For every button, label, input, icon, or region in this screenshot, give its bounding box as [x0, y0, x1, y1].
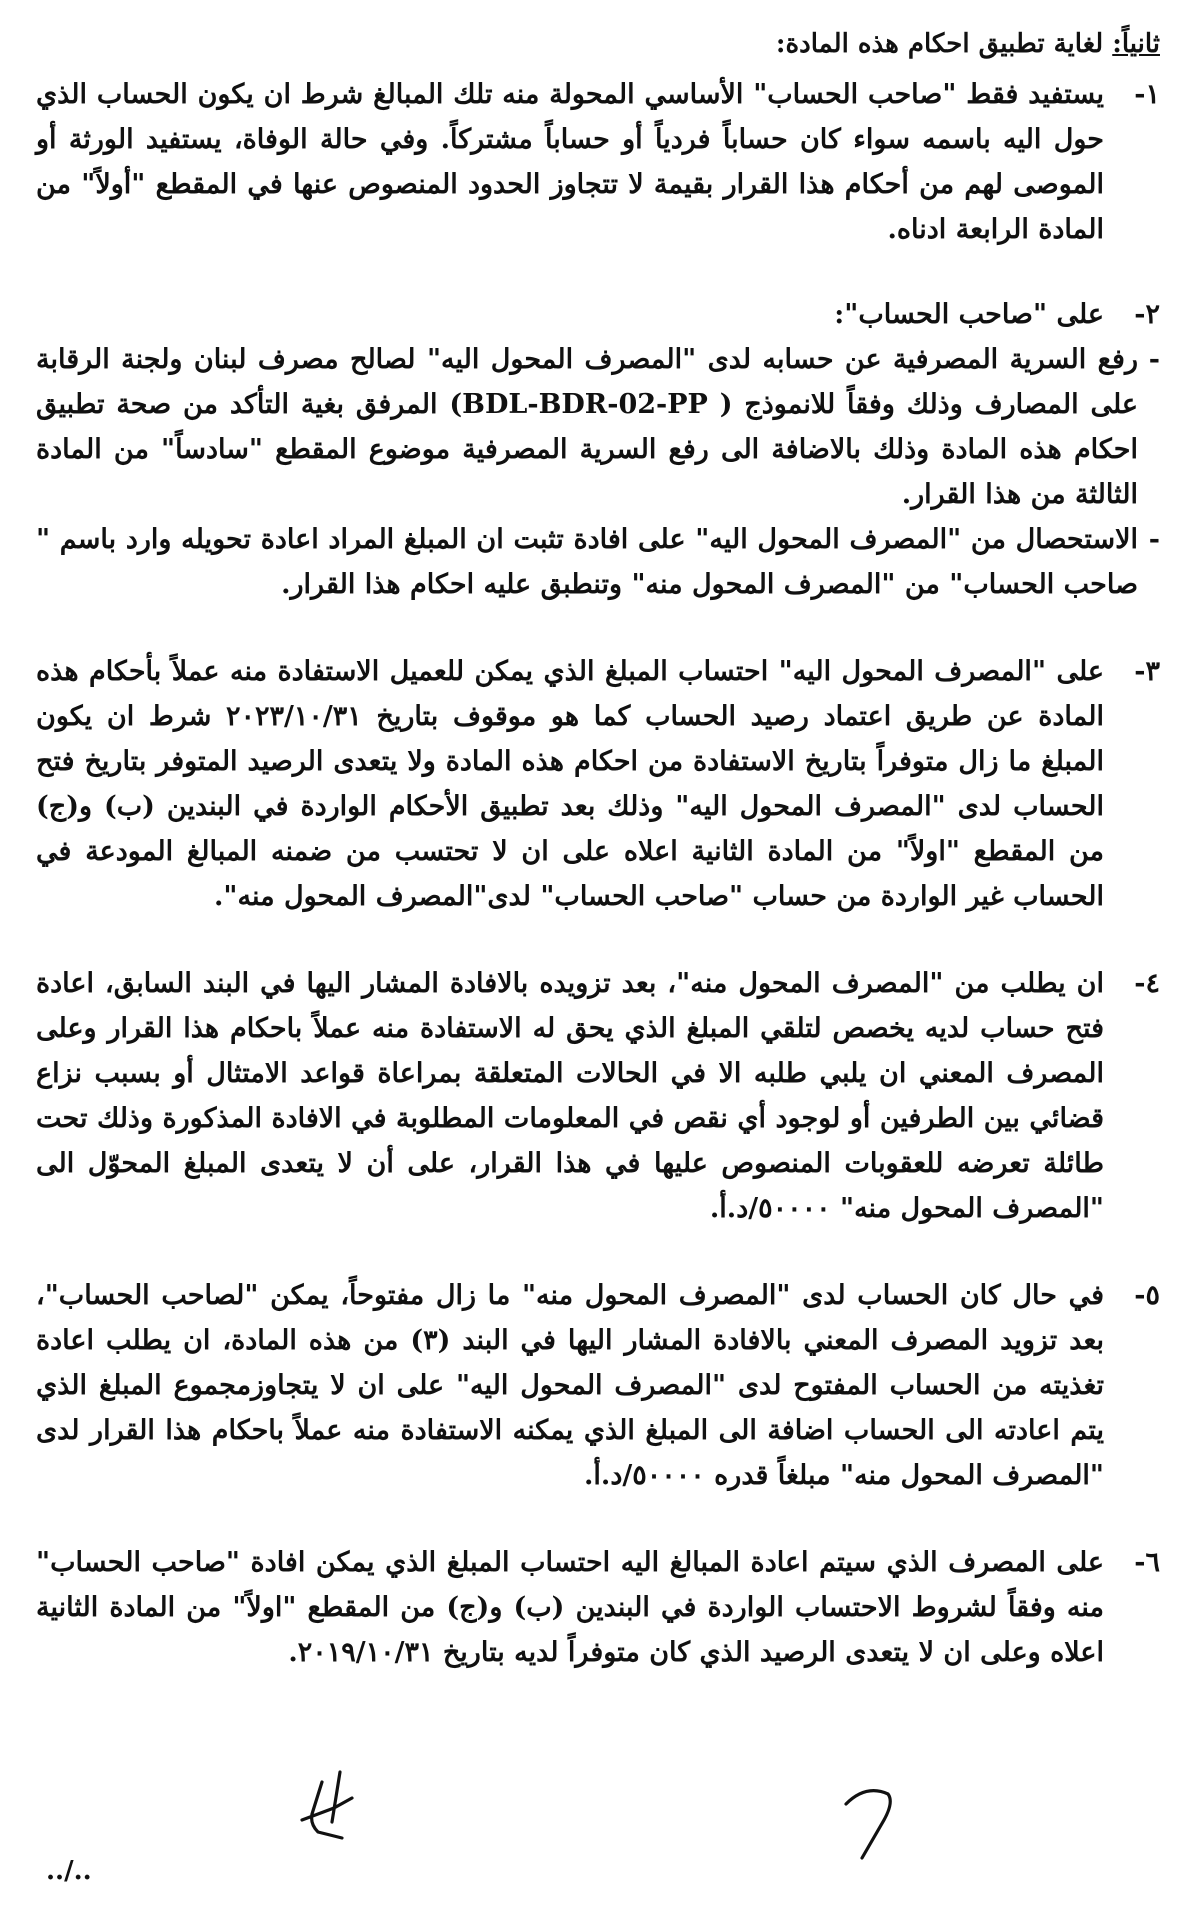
list-item-1: [36, 72, 1160, 252]
item-number: ٤-: [1134, 968, 1160, 999]
list-item-4: [36, 961, 1160, 1231]
sub-item-text: الاستحصال من "المصرف المحول اليه" على افادة تثبت ان المبلغ المراد اعادة تحويله وارد باسم " صاحب الحساب" من "المصرف المحول منه" وتنطبق عليه احكام هذا القرار.: [36, 524, 1138, 600]
list-item-2: [36, 292, 1160, 337]
handwritten-initial-mark: [282, 1762, 402, 1842]
list-item-3: [36, 649, 1160, 919]
item-intro: على "صاحب الحساب":: [834, 299, 1104, 330]
item-text: ان يطلب من "المصرف المحول منه"، بعد تزويده بالافادة المشار اليها في البند السابق، اعادة فتح حساب لديه يخصص لتلقي المبلغ الذي يحق له الاستفادة منه عملاً باحكام هذا القرار وعلى المصرف المعني ان يلبي طلبه الا في الحالات المتعلقة بمراعاة قواعد الامتثال أو بسبب نزاع قضائي بين الطرفين أو لوجود أي نقص في المعلومات المطلوبة في الافادة المذكورة وذلك تحت طائلة تعرضه للعقوبات المنصوص عليها في هذا القرار، على أن لا يتعدى المبلغ المحوّل الى "المصرف المحول منه" ٥٠٠٠٠/د.أ.: [36, 968, 1104, 1224]
item-text: على "المصرف المحول اليه" احتساب المبلغ الذي يمكن للعميل الاستفادة منه عملاً بأحكام هذه المادة عن طريق اعتماد رصيد الحساب كما هو موقوف بتاريخ ٢٠٢٣/١٠/٣١ شرط ان يكون المبلغ ما زال متوفراً بتاريخ الاستفادة من احكام هذه المادة ولا يتعدى الرصيد المتوفر بتاريخ فتح الحساب لدى "المصرف المحول اليه" وذلك بعد تطبيق الأحكام الواردة في البندين (ب) و(ج) من المقطع "اولاً" من المادة الثانية اعلاه على ان لا تحتسب من ضمنه المبالغ المودعة في الحساب غير الواردة من حساب "صاحب الحساب" لدى"المصرف المحول منه".: [36, 656, 1104, 912]
list-item-5: [36, 1273, 1160, 1498]
item-text: [36, 292, 1104, 337]
sub-item-text: رفع السرية المصرفية عن حسابه لدى "المصرف المحول اليه" لصالح مصرف لبنان ولجنة الرقابة على المصارف وذلك وفقاً للانموذج ( BDL-BDR-02-PP) المرفق بغية التأكد من صحة تطبيق احكام هذه المادة وذلك بالاضافة الى رفع السرية المصرفية موضوع المقطع "سادساً" من المادة الثالثة من هذا القرار.: [36, 344, 1138, 510]
item-number: ٢-: [1134, 299, 1160, 330]
item-number: ٥-: [1134, 1280, 1160, 1311]
section-heading-label: ثانياً:: [1112, 29, 1160, 59]
sub-item-2: [36, 517, 1160, 607]
document-page: [36, 24, 1160, 1675]
sub-item-dash: -: [1148, 524, 1160, 555]
sub-item-1: [36, 337, 1160, 517]
section-heading-text: لغاية تطبيق احكام هذه المادة:: [775, 29, 1113, 59]
item-text: في حال كان الحساب لدى "المصرف المحول منه" ما زال مفتوحاً، يمكن "لصاحب الحساب"، بعد تزويد المصرف المعني بالافادة المشار اليها في البند (٣) من هذه المادة، ان يطلب اعادة تغذيته من الحساب المفتوح لدى "المصرف المحول اليه" على ان لا يتجاوزمجموع المبلغ الذي يتم اعادته الى الحساب اضافة الى المبلغ الذي يمكنه الاستفادة منه عملاً باحكام هذا القرار لدى "المصرف المحول منه" مبلغاً قدره ٥٠٠٠٠/د.أ.: [36, 1280, 1104, 1491]
item-text: على المصرف الذي سيتم اعادة المبالغ اليه احتساب المبلغ الذي يمكن افادة "صاحب الحساب" منه وفقاً لشروط الاحتساب الواردة في البندين (ب) و(ج) من المقطع "اولاً" من المادة الثانية اعلاه وعلى ان لا يتعدى الرصيد الذي كان متوفراً لديه بتاريخ ٢٠١٩/١٠/٣١.: [36, 1547, 1104, 1668]
list-item-6: [36, 1540, 1160, 1675]
item-text: يستفيد فقط "صاحب الحساب" الأساسي المحولة منه تلك المبالغ شرط ان يكون الحساب الذي حول اليه باسمه سواء كان حساباً فردياً أو حساباً مشتركاً. وفي حالة الوفاة، يستفيد الورثة أو الموصى لهم من أحكام هذا القرار بقيمة لا تتجاوز الحدود المنصوص عنها في المقطع "أولاً" من المادة الرابعة ادناه.: [36, 79, 1104, 245]
item-number: ٦-: [1134, 1547, 1160, 1578]
section-heading: [36, 24, 1160, 64]
page-continuation-mark: ../..: [46, 1856, 92, 1886]
sub-item-dash: -: [1148, 344, 1160, 375]
item-number: ٣-: [1134, 656, 1160, 687]
handwritten-initial-mark: [836, 1774, 916, 1864]
item-number: ١-: [1134, 79, 1160, 110]
